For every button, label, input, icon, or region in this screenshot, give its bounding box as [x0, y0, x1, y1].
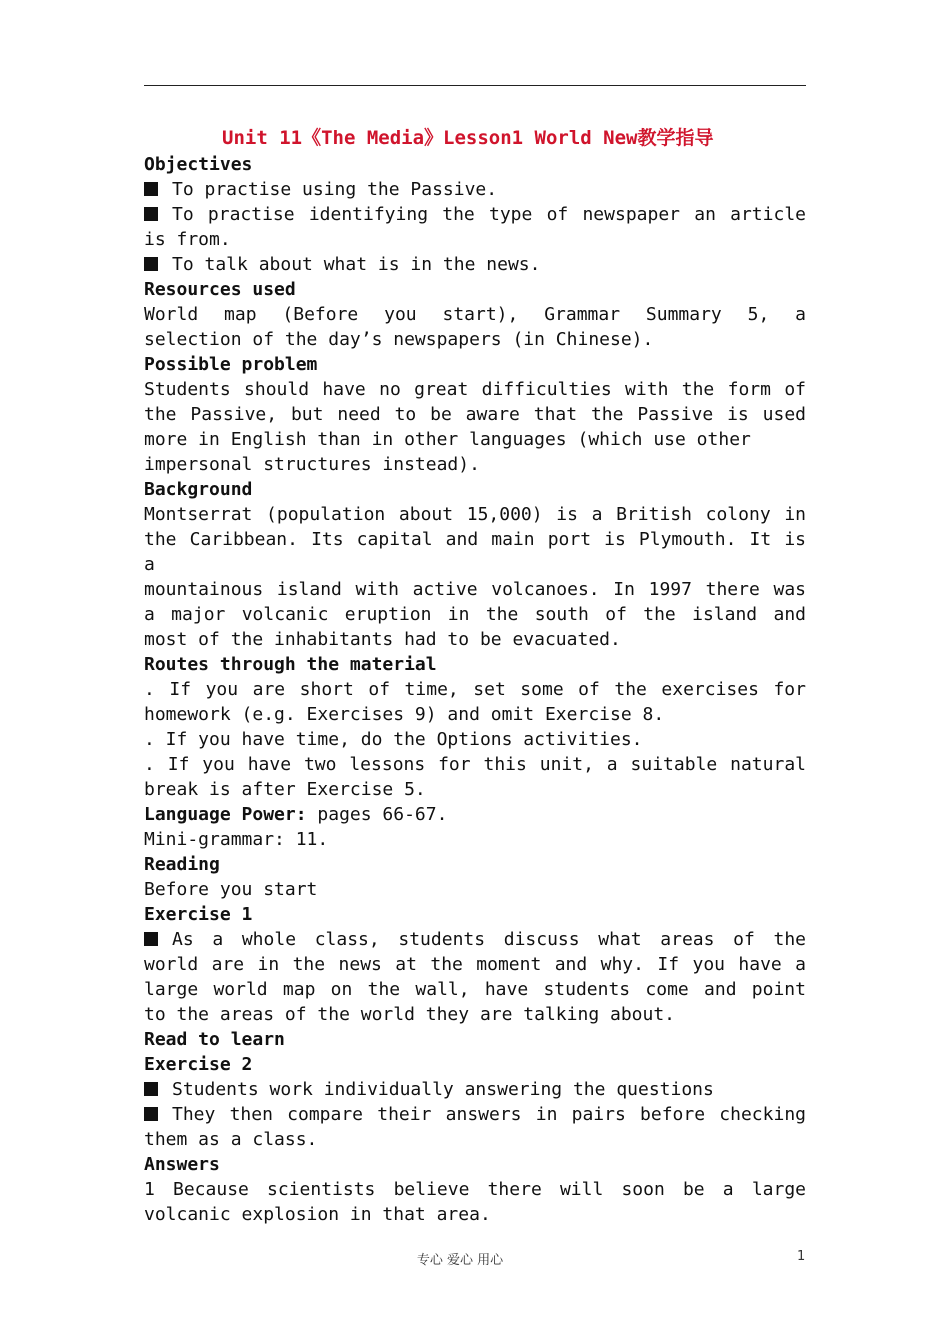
- text-line: [144, 1127, 806, 1152]
- section-heading: [144, 902, 806, 927]
- text-line: [144, 802, 806, 827]
- bullet-square-icon: [144, 932, 158, 946]
- section-heading: [144, 852, 806, 877]
- line-text: To practise using the Passive.: [172, 179, 498, 200]
- line-text: As a whole class, students discuss what areas of the: [172, 929, 806, 950]
- text-line: [144, 702, 806, 727]
- bullet-square-icon: [144, 257, 158, 271]
- text-line: [144, 502, 806, 527]
- line-text: break is after Exercise 5.: [144, 779, 426, 800]
- bullet-square-icon: [144, 1107, 158, 1121]
- text-line: [144, 927, 806, 952]
- bullet-square-icon: [144, 1082, 158, 1096]
- text-line: [144, 1177, 806, 1202]
- document-lines: [144, 152, 806, 1227]
- line-text: They then compare their answers in pairs before checking: [172, 1104, 806, 1125]
- line-text: Mini-grammar: 11.: [144, 829, 329, 850]
- footer-motto: 专心 爱心 用心: [416, 1253, 504, 1268]
- text-line: [144, 377, 806, 402]
- text-line: [144, 677, 806, 702]
- line-text: volcanic explosion in that area.: [144, 1204, 491, 1225]
- text-line: [144, 777, 806, 802]
- line-text: to the areas of the world they are talking about.: [144, 1004, 676, 1025]
- text-line: [144, 952, 806, 977]
- section-heading: [144, 277, 806, 302]
- line-text: mountainous island with active volcanoes. In 1997 there was: [144, 579, 806, 600]
- line-text: Objectives: [144, 154, 253, 175]
- text-line: [144, 577, 806, 602]
- line-text: Read to learn: [144, 1029, 285, 1050]
- text-line: [144, 627, 806, 652]
- line-text: Students work individually answering the questions: [172, 1079, 714, 1100]
- line-text: large world map on the wall, have students come and point: [144, 979, 806, 1000]
- section-heading: [144, 1152, 806, 1177]
- text-line: [144, 527, 806, 552]
- line-text: Language Power:: [144, 804, 307, 825]
- line-text: Background: [144, 479, 253, 500]
- text-line: [144, 1202, 806, 1227]
- line-text: impersonal structures instead).: [144, 454, 480, 475]
- line-text: a: [144, 554, 155, 575]
- line-text: world are in the news at the moment and why. If you have a: [144, 954, 806, 975]
- section-heading: [144, 652, 806, 677]
- line-text: the Caribbean. Its capital and main port is Plymouth. It is: [144, 529, 806, 550]
- text-line: [144, 452, 806, 477]
- text-line: [144, 1002, 806, 1027]
- line-text: the Passive, but need to be aware that the Passive is used: [144, 404, 806, 425]
- text-line: [144, 977, 806, 1002]
- line-text: homework (e.g. Exercises 9) and omit Exercise 8.: [144, 704, 665, 725]
- text-line: [144, 827, 806, 852]
- text-line: [144, 552, 806, 577]
- page-number: 1: [797, 1249, 806, 1264]
- text-line: [144, 1102, 806, 1127]
- line-text: them as a class.: [144, 1129, 318, 1150]
- document-title: Unit 11《The Media》Lesson1 World New教学指导: [222, 127, 714, 149]
- line-text: Exercise 2: [144, 1054, 253, 1075]
- line-text: Answers: [144, 1154, 220, 1175]
- line-text: Reading: [144, 854, 220, 875]
- line-text: . If you have time, do the Options activities.: [144, 729, 643, 750]
- line-text: Before you start: [144, 879, 318, 900]
- line-text: more in English than in other languages (which use other: [144, 429, 751, 450]
- section-heading: [144, 352, 806, 377]
- section-heading: [144, 152, 806, 177]
- line-text: Students should have no great difficulties with the form of: [144, 379, 806, 400]
- text-line: [144, 402, 806, 427]
- text-line: [144, 202, 806, 227]
- header-rule: [144, 85, 806, 86]
- line-text: most of the inhabitants had to be evacuated.: [144, 629, 621, 650]
- bullet-square-icon: [144, 182, 158, 196]
- text-line: [144, 302, 806, 327]
- document-body: [144, 124, 806, 1227]
- line-text: Possible problem: [144, 354, 318, 375]
- text-line: [144, 252, 806, 277]
- text-line: [144, 727, 806, 752]
- text-line: [144, 877, 806, 902]
- line-text: Exercise 1: [144, 904, 253, 925]
- line-text: Montserrat (population about 15,000) is a British colony in: [144, 504, 806, 525]
- line-text: 1 Because scientists believe there will soon be a large: [144, 1179, 806, 1200]
- text-line: [144, 1077, 806, 1102]
- section-heading: [144, 1027, 806, 1052]
- text-line: [144, 177, 806, 202]
- line-text: To talk about what is in the news.: [172, 254, 541, 275]
- line-text: selection of the day’s newspapers (in Chinese).: [144, 329, 654, 350]
- line-text: is from.: [144, 229, 231, 250]
- text-line: [144, 427, 806, 452]
- line-text: World map (Before you start), Grammar Summary 5, a: [144, 304, 806, 325]
- section-heading: [144, 477, 806, 502]
- text-line: [144, 227, 806, 252]
- section-heading: [144, 1052, 806, 1077]
- text-line: [144, 752, 806, 777]
- line-text: Routes through the material: [144, 654, 437, 675]
- line-text: To practise identifying the type of newspaper an article: [172, 204, 806, 225]
- line-text: . If you are short of time, set some of the exercises for: [144, 679, 806, 700]
- line-text-rest: pages 66-67.: [306, 804, 448, 825]
- line-text: . If you have two lessons for this unit, a suitable natural: [144, 754, 806, 775]
- line-text: a major volcanic eruption in the south of the island and: [144, 604, 806, 625]
- bullet-square-icon: [144, 207, 158, 221]
- text-line: [144, 327, 806, 352]
- text-line: [144, 602, 806, 627]
- line-text: Resources used: [144, 279, 296, 300]
